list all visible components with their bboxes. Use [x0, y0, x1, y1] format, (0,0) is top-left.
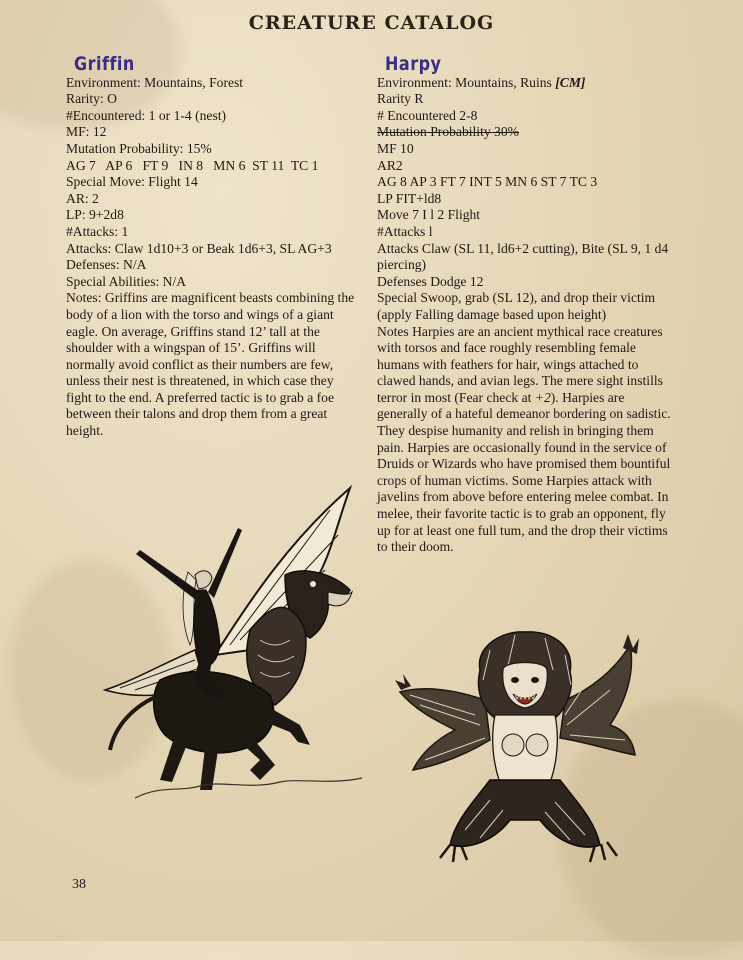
griffin-mutation: Mutation Probability: 15% [66, 140, 212, 156]
harpy-mutation: Mutation Probability 30% [377, 124, 519, 140]
griffin-ar: AR: 2 [66, 190, 99, 206]
page-title: CREATURE CATALOG [248, 12, 495, 34]
griffin-environment: Environment: Mountains, Forest [66, 74, 244, 90]
harpy-environment-line [377, 75, 673, 92]
harpy-notes [377, 324, 673, 556]
griffin-rider-illustration [100, 480, 370, 800]
harpy-entry [377, 52, 673, 556]
page-number: 38 [72, 877, 86, 892]
harpy-attacks: Attacks Claw (SL 11, ld6+2 cutting), Bite (SL 9, 1 d4 piercing) [377, 240, 669, 273]
harpy-defenses: Defenses Dodge 12 [377, 273, 484, 289]
harpy-move: Move 7 I l 2 Flight [377, 207, 481, 223]
griffin-rarity: Rarity: O [66, 91, 117, 107]
harpy-heading: Harpy [385, 52, 442, 75]
griffin-encountered: #Encountered: 1 or 1-4 (nest) [66, 107, 227, 123]
griffin-mf: MF: 12 [66, 124, 107, 140]
harpy-mf: MF 10 [377, 140, 414, 156]
harpy-environment-tag: [CM] [555, 74, 586, 90]
harpy-rarity: Rarity R [377, 91, 424, 107]
griffin-notes: Notes: Griffins are magnificent beasts combining the body of a lion with the torso and wings of a giant eagle. On average, Griffins stand 12’ tall at the shoulder with a wingspan of 15’. Griffins will normally avoid conflict as their numbers are few, unless their nest is threatened, in which case they fight to the end. A preferred tactic is to grab a foe between their talons and drop them from a great height. [66, 290, 355, 439]
griffin-entry [66, 52, 360, 440]
harpy-notes-fear-bonus: +2 [534, 389, 551, 405]
harpy-encountered: # Encountered 2-8 [377, 107, 478, 123]
griffin-lp: LP: 9+2d8 [66, 207, 124, 223]
griffin-special-abilities: Special Abilities: N/A [66, 273, 187, 289]
griffin-stats: AG 7 AP 6 FT 9 IN 8 MN 6 ST 11 TC 1 [66, 157, 319, 173]
harpy-ar: AR2 [377, 157, 403, 173]
harpy-special: Special Swoop, grab (SL 12), and drop their victim (apply Falling damage based upon height) [377, 290, 656, 322]
harpy-stats: AG 8 AP 3 FT 7 INT 5 MN 6 ST 7 TC 3 [377, 174, 598, 190]
griffin-special-move: Special Move: Flight 14 [66, 174, 198, 190]
harpy-attacks-count: #Attacks l [377, 223, 433, 239]
griffin-heading: Griffin [74, 52, 135, 75]
griffin-attacks-count: #Attacks: 1 [66, 223, 129, 239]
griffin-attacks: Attacks: Claw 1d10+3 or Beak 1d6+3, SL AG+3 [66, 240, 332, 256]
harpy-lp: LP FIT+ld8 [377, 190, 442, 206]
griffin-defenses: Defenses: N/A [66, 257, 147, 273]
harpy-notes-part-1: Notes Harpies are an ancient mythical race creatures with torsos and face roughly resembling female humans with feathers for hair, wings attached to clawed hands, and avian legs. The mere sight instills terror in most (Fear check at [377, 323, 663, 405]
harpy-illustration [395, 630, 655, 865]
harpy-environment: Environment: Mountains, Ruins [377, 74, 552, 90]
harpy-notes-part-2: ). Harpies are generally of a hateful demeanor bordering on sadistic. They despise humanity and relish in bringing them pain. Harpies are occasionally found in the service of Druids or Wizards who have promised them bountiful crops of human victims. Some Harpies attack with javelins from above before entering melee combat. In melee, their favorite tactic is to grab an opponent, fly up for at least one full tum, and the drop their victims to their doom. [377, 389, 671, 555]
